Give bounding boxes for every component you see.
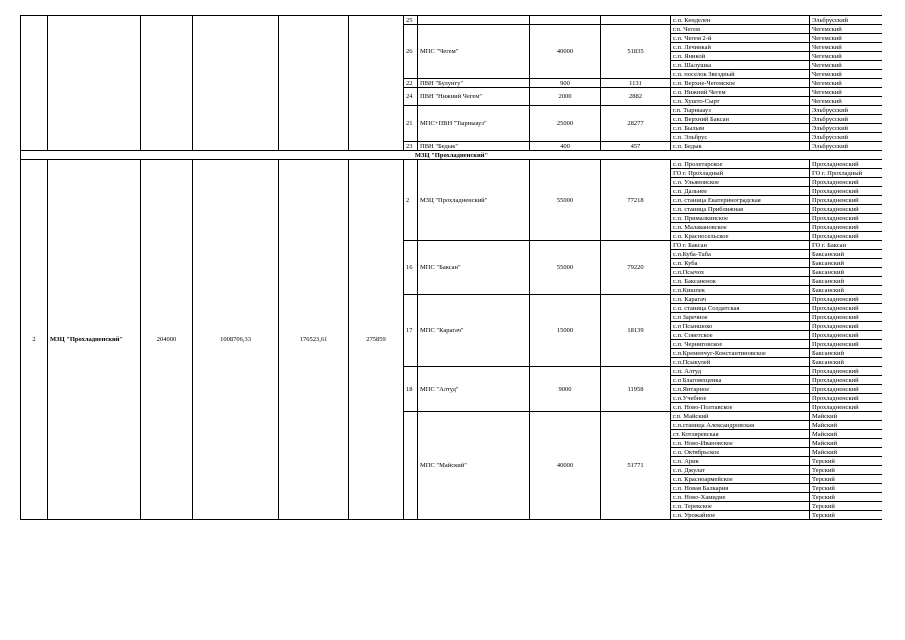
left-num-cell [21, 16, 48, 151]
district-name: ГО г. Прохладный [810, 169, 883, 178]
settlement-name: с.п Псыншоко [671, 322, 810, 331]
group-name [418, 16, 530, 25]
settlement-name: с.п.Куба-Таба [671, 250, 810, 259]
district-name: Эльбрусский [810, 133, 883, 142]
group-population: 77218 [601, 160, 671, 241]
group-index: 25 [404, 16, 418, 25]
group-capacity [530, 16, 601, 25]
settlement-name: с.п. Яникой [671, 52, 810, 61]
group-index [404, 412, 418, 520]
group-population: 28277 [601, 106, 671, 142]
settlement-name: с.п. Урожайное [671, 511, 810, 520]
settlement-name: ГО г. Прохладный [671, 169, 810, 178]
settlement-name: с.п. Алтуд [671, 367, 810, 376]
group-index: 22 [404, 79, 418, 88]
settlement-name: с.п. Шалушка [671, 61, 810, 70]
settlement-name: с.п.Псыкулей [671, 358, 810, 367]
settlement-name: с.п. Арик [671, 457, 810, 466]
district-name: Баксанский [810, 358, 883, 367]
group-index: 2 [404, 160, 418, 241]
district-name: Прохладненский [810, 331, 883, 340]
district-name: Прохладненский [810, 322, 883, 331]
settlement-name: с.п. Эльбрус [671, 133, 810, 142]
settlement-name: с.п. Ульяновское [671, 178, 810, 187]
group-name: ПВН "Булунгу" [418, 79, 530, 88]
district-name: Эльбрусский [810, 16, 883, 25]
group-index: 24 [404, 88, 418, 106]
group-name: МПС "Карагач" [418, 295, 530, 367]
group-population: 79220 [601, 241, 671, 295]
zone-number: 2 [21, 160, 48, 520]
group-capacity: 15000 [530, 295, 601, 367]
district-name: Баксанский [810, 268, 883, 277]
section-title: МЗЦ "Прохладненский" [21, 151, 883, 160]
zone-value-1: 204000 [141, 160, 193, 520]
left-v1-cell [141, 16, 193, 151]
district-name: Прохладненский [810, 376, 883, 385]
group-population: 1131 [601, 79, 671, 88]
district-name: Прохладненский [810, 214, 883, 223]
district-name: Чегемский [810, 79, 883, 88]
group-population: 18139 [601, 295, 671, 367]
settlement-name: с.п. Октябрьское [671, 448, 810, 457]
group-population [601, 16, 671, 25]
left-name-cell [48, 16, 141, 151]
left-v4-cell [349, 16, 404, 151]
group-name: ПВН "Бедык" [418, 142, 530, 151]
settlement-name: с.п. Лечинкай [671, 43, 810, 52]
district-name: Прохладненский [810, 313, 883, 322]
settlement-name: г.п. Чегем [671, 25, 810, 34]
settlement-name: с.п. Куба [671, 259, 810, 268]
group-name: ПВН "Нижний Чегем" [418, 88, 530, 106]
district-name: Прохладненский [810, 340, 883, 349]
settlement-name: с.п. Ново-Хамидие [671, 493, 810, 502]
district-name: Прохладненский [810, 304, 883, 313]
district-name: Прохладненский [810, 160, 883, 169]
settlement-name: с.п. Хушто-Сырт [671, 97, 810, 106]
group-index: 17 [404, 295, 418, 367]
district-name: Баксанский [810, 250, 883, 259]
district-name: Чегемский [810, 88, 883, 97]
district-name: Чегемский [810, 52, 883, 61]
settlements-table [20, 15, 882, 520]
district-name: Эльбрусский [810, 124, 883, 133]
settlement-name: с.п. Ново-Ивановское [671, 439, 810, 448]
group-capacity: 900 [530, 79, 601, 88]
group-index: 16 [404, 241, 418, 295]
group-capacity: 25000 [530, 106, 601, 142]
district-name: ГО г. Баксан [810, 241, 883, 250]
left-v3-cell [279, 16, 349, 151]
section-row [21, 151, 883, 160]
group-population: 51771 [601, 412, 671, 520]
settlement-name: с.п. Красносельское [671, 232, 810, 241]
settlement-name: с.п. Джулат [671, 466, 810, 475]
settlement-name: с.п. Новая Балкария [671, 484, 810, 493]
group-population: 11958 [601, 367, 671, 412]
settlement-name: с.п. Ново-Полтавское [671, 403, 810, 412]
settlement-name: с.п. Прималкинское [671, 214, 810, 223]
district-name: Майский [810, 421, 883, 430]
settlement-name: с.п. Верхне-Чегемское [671, 79, 810, 88]
settlement-name: с.п.Янтарное [671, 385, 810, 394]
settlement-name: с.п. поселок Звездный [671, 70, 810, 79]
group-capacity: 40000 [530, 412, 601, 520]
settlement-name: ст. Котляревская [671, 430, 810, 439]
settlement-name: с.п. Былым [671, 124, 810, 133]
settlement-name: с.п. Бедык [671, 142, 810, 151]
district-name: Прохладненский [810, 223, 883, 232]
district-name: Эльбрусский [810, 106, 883, 115]
settlement-name: с.п. Дальнее [671, 187, 810, 196]
settlement-name: с.п. Черниговское [671, 340, 810, 349]
group-name: МПС "Алтуд" [418, 367, 530, 412]
settlement-name: с.п. Терекское [671, 502, 810, 511]
district-name: Чегемский [810, 43, 883, 52]
group-capacity: 400 [530, 142, 601, 151]
group-population: 457 [601, 142, 671, 151]
settlement-name: с.п. Красноармейское [671, 475, 810, 484]
district-name: Эльбрусский [810, 142, 883, 151]
district-name: Майский [810, 430, 883, 439]
table-row [21, 16, 883, 25]
district-name: Чегемский [810, 61, 883, 70]
district-name: Прохладненский [810, 295, 883, 304]
group-index: 18 [404, 367, 418, 412]
district-name: Майский [810, 412, 883, 421]
settlement-name: с.п.Псычох [671, 268, 810, 277]
district-name: Майский [810, 439, 883, 448]
district-name: Прохладненский [810, 403, 883, 412]
district-name: Прохладненский [810, 178, 883, 187]
settlement-name: г.п. Майский [671, 412, 810, 421]
zone-value-4: 275859 [349, 160, 404, 520]
settlement-name: с.п Заречное [671, 313, 810, 322]
group-index: 26 [404, 25, 418, 79]
group-population: 2882 [601, 88, 671, 106]
settlement-name: с.п. Карагач [671, 295, 810, 304]
group-capacity: 55000 [530, 160, 601, 241]
table-row [21, 160, 883, 169]
group-index: 23 [404, 142, 418, 151]
district-name: Майский [810, 448, 883, 457]
district-name: Терский [810, 502, 883, 511]
settlement-name: с.п. Чегем 2-й [671, 34, 810, 43]
group-name: МПС "Баксан" [418, 241, 530, 295]
settlement-name: с.п. Кенделен [671, 16, 810, 25]
district-name: Терский [810, 457, 883, 466]
district-name: Прохладненский [810, 187, 883, 196]
group-name: МПС+ПВН "Тырныауз" [418, 106, 530, 142]
zone-value-2: 1008706,33 [193, 160, 279, 520]
zone-name: МЗЦ "Прохладненский" [48, 160, 141, 520]
left-v2-cell [193, 16, 279, 151]
group-capacity: 40000 [530, 25, 601, 79]
district-name: Терский [810, 511, 883, 520]
group-name: МЗЦ "Прохладненский" [418, 160, 530, 241]
settlement-name: с.п.Кременчуг-Константиновское [671, 349, 810, 358]
group-capacity: 9000 [530, 367, 601, 412]
settlement-name: г.п. Тырныауз [671, 106, 810, 115]
settlement-name: с.п.Учебное [671, 394, 810, 403]
settlement-name: ГО г. Баксан [671, 241, 810, 250]
district-name: Эльбрусский [810, 115, 883, 124]
district-name: Прохладненский [810, 205, 883, 214]
district-name: Чегемский [810, 34, 883, 43]
district-name: Терский [810, 475, 883, 484]
settlement-name: с.п Благовещенка [671, 376, 810, 385]
group-population: 51835 [601, 25, 671, 79]
settlement-name: с.п. станица Солдатская [671, 304, 810, 313]
district-name: Терский [810, 466, 883, 475]
group-name: МПС "Майский" [418, 412, 530, 520]
district-name: Баксанский [810, 349, 883, 358]
district-name: Чегемский [810, 25, 883, 34]
district-name: Прохладненский [810, 394, 883, 403]
district-name: Баксанский [810, 277, 883, 286]
group-capacity: 2000 [530, 88, 601, 106]
zone-value-3: 176523,61 [279, 160, 349, 520]
district-name: Прохладненский [810, 385, 883, 394]
settlement-name: с.п. Нижний Чегем [671, 88, 810, 97]
settlement-name: с.п. станица Приближная [671, 205, 810, 214]
district-name: Прохладненский [810, 196, 883, 205]
settlement-name: с.п. Баксаненок [671, 277, 810, 286]
district-name: Прохладненский [810, 367, 883, 376]
settlement-name: с.п. Малакановское [671, 223, 810, 232]
settlement-name: с.п. Верхний Баксан [671, 115, 810, 124]
settlement-name: с.п. Пролетарское [671, 160, 810, 169]
settlement-name: с.п. Советское [671, 331, 810, 340]
district-name: Чегемский [810, 70, 883, 79]
document-page [20, 15, 882, 615]
settlement-name: с.п.станица Александровская [671, 421, 810, 430]
district-name: Баксанский [810, 286, 883, 295]
district-name: Терский [810, 493, 883, 502]
district-name: Терский [810, 484, 883, 493]
group-capacity: 55000 [530, 241, 601, 295]
group-index: 21 [404, 106, 418, 142]
district-name: Прохладненский [810, 232, 883, 241]
settlement-name: с.п.Кишпек [671, 286, 810, 295]
district-name: Баксанский [810, 259, 883, 268]
settlement-name: с.п. станица Екатериноградская [671, 196, 810, 205]
group-name: МПС "Чегем" [418, 25, 530, 79]
district-name: Чегемский [810, 97, 883, 106]
